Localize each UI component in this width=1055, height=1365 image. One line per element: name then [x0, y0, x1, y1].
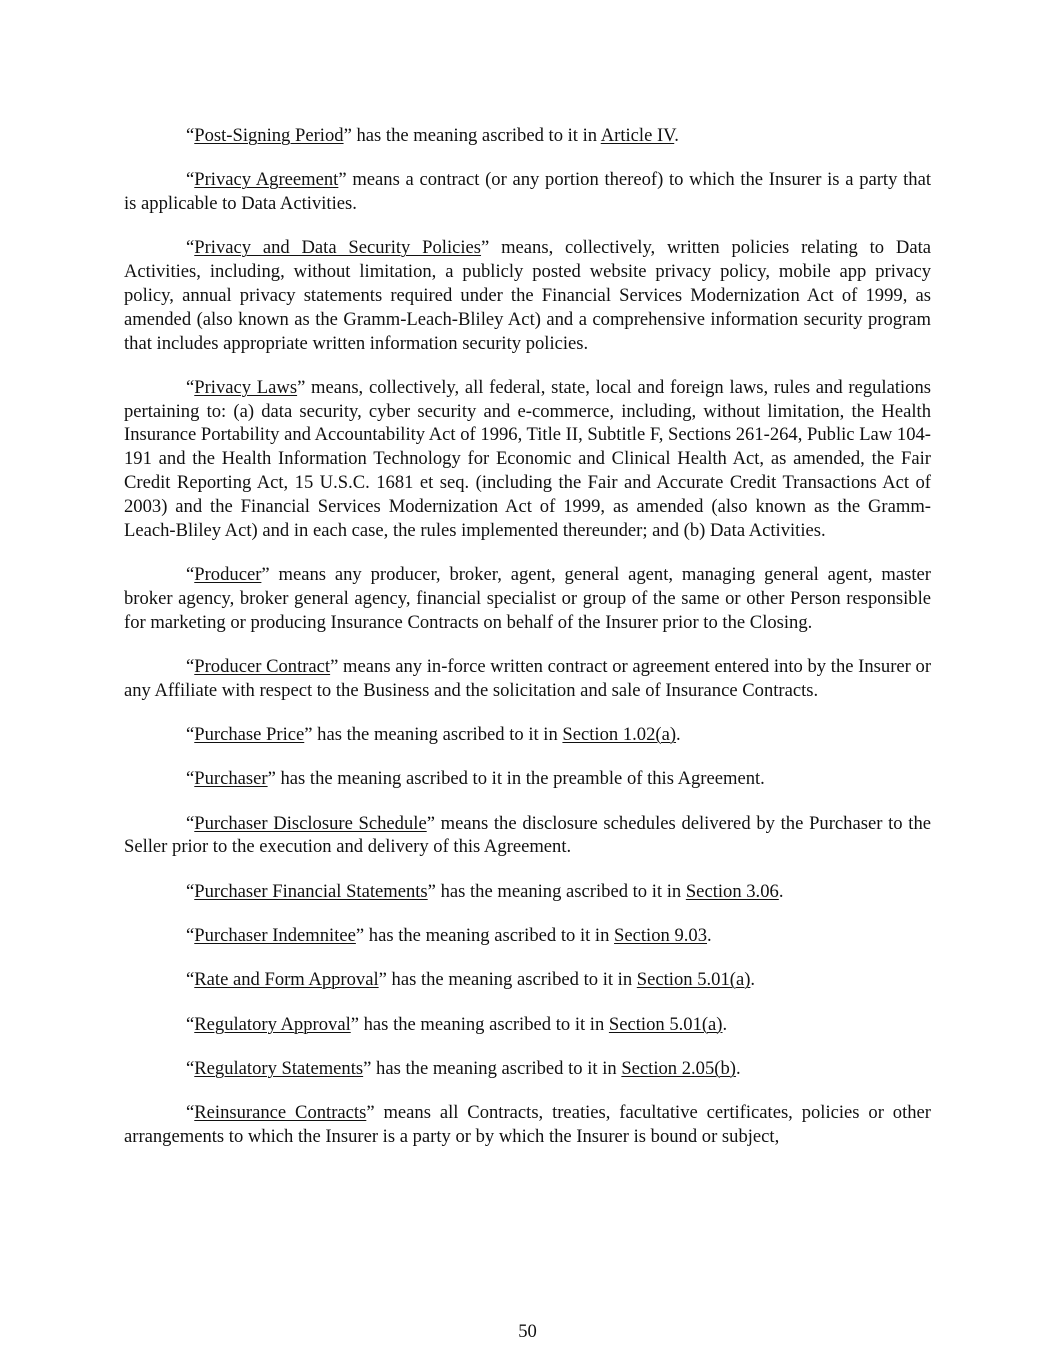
defined-term: Privacy and Data Security Policies: [194, 237, 482, 259]
definition-post-signing-period: “Post-Signing Period” has the meaning ascribed to it in Article IV.: [186, 125, 679, 146]
cross-reference: Section 3.06: [685, 880, 779, 902]
defined-term: Producer: [194, 563, 262, 585]
definition-regulatory-statements: “Regulatory Statements” has the meaning ascribed to it in Section 2.05(b).: [186, 1057, 741, 1079]
cross-reference: Section 5.01(a): [608, 1013, 723, 1035]
cross-reference: Section 9.03: [614, 924, 708, 946]
cross-reference: Section 2.05(b): [621, 1057, 736, 1079]
defined-term: Purchaser: [194, 768, 268, 790]
defined-term: Privacy Agreement: [194, 169, 339, 191]
definition-purchaser-indemnitee: “Purchaser Indemnitee” has the meaning ascribed to it in Section 9.03.: [186, 924, 712, 946]
defined-term: Regulatory Approval: [194, 1013, 351, 1035]
definition-producer-contract: “Producer Contract” means any in-force written contract or agreement entered into by the Insurer or any Affiliate with respect to the Business and the solicitation and sale of Insurance Contracts.: [124, 655, 932, 701]
defined-term: Rate and Form Approval: [194, 969, 379, 991]
defined-term: Post-Signing Period: [194, 125, 344, 146]
definition-producer: “Producer” means any producer, broker, agent, general agent, managing general agent, master broker agency, broker general agency, financial specialist or group of the same or other Person responsible for marketing or producing Insurance Contracts on behalf of the Insurer prior to the Closing.: [124, 563, 931, 633]
defined-term: Purchaser Disclosure Schedule: [194, 812, 427, 834]
definition-reinsurance-contracts: “Reinsurance Contracts” means all Contracts, treaties, facultative certificates, policies or other arrangements to which the Insurer is a party or by which the Insurer is bound or subject,: [124, 1102, 931, 1147]
definition-purchaser-financial-statements: “Purchaser Financial Statements” has the meaning ascribed to it in Section 3.06.: [186, 880, 784, 902]
definition-privacy-laws: “Privacy Laws” means, collectively, all federal, state, local and foreign laws, rules and regulations pertaining to: (a) data security, cyber security and e-commerce, including, without limitation, the Health Insurance Portability and Accountability Act of 1996, Title II, Subtitle F, Sections 261-264, Public Law 104-191 and the Health Information Technology for Economic and Clinical Health Act, as amended, the Fair Credit Reporting Act, 15 U.S.C. 1681 et seq. (including the Fair and Accurate Credit Transactions Act of 2003) and the Financial Services Modernization Act of 1999, as amended (also known as the Gramm-Leach-Bliley Act) and in each case, the rules implemented thereunder; and (b) Data Activities.: [124, 376, 931, 541]
definition-privacy-agreement: “Privacy Agreement” means a contract (or any portion thereof) to which the Insurer is a party that is applicable to Data Activities.: [124, 169, 931, 215]
definition-rate-and-form-approval: “Rate and Form Approval” has the meaning ascribed to it in Section 5.01(a).: [186, 969, 756, 991]
definition-regulatory-approval: “Regulatory Approval” has the meaning ascribed to it in Section 5.01(a).: [186, 1013, 728, 1035]
document-page: [124, 124, 931, 1169]
cross-reference: Section 1.02(a): [562, 723, 677, 745]
defined-term: Purchaser Financial Statements: [194, 880, 428, 902]
cross-reference: Section 5.01(a): [636, 969, 751, 991]
defined-term: Privacy Laws: [194, 376, 298, 398]
definition-purchase-price: “Purchase Price” has the meaning ascribed to it in Section 1.02(a).: [186, 723, 681, 745]
definition-purchaser-disclosure-schedule: “Purchaser Disclosure Schedule” means the disclosure schedules delivered by the Purchaser to the Seller prior to the execution and delivery of this Agreement.: [124, 812, 931, 858]
page-number: 50: [518, 1321, 537, 1342]
defined-term: Producer Contract: [194, 655, 331, 677]
defined-term: Reinsurance Contracts: [194, 1102, 367, 1124]
definition-purchaser: “Purchaser” has the meaning ascribed to it in the preamble of this Agreement.: [186, 768, 765, 790]
defined-term: Purchaser Indemnitee: [194, 924, 356, 946]
defined-term: Purchase Price: [194, 723, 305, 745]
cross-reference: Article IV: [600, 125, 675, 146]
defined-term: Regulatory Statements: [194, 1057, 364, 1079]
definition-privacy-and-data-security-policies: “Privacy and Data Security Policies” means, collectively, written policies relating to Data Activities, including, without limitation, a publicly posted website privacy policy, mobile app privacy policy, annual privacy statements required under the Financial Services Modernization Act of 1999, as amended (also known as the Gramm-Leach-Bliley Act) and a comprehensive information security program that includes appropriate written information security policies.: [124, 237, 932, 354]
